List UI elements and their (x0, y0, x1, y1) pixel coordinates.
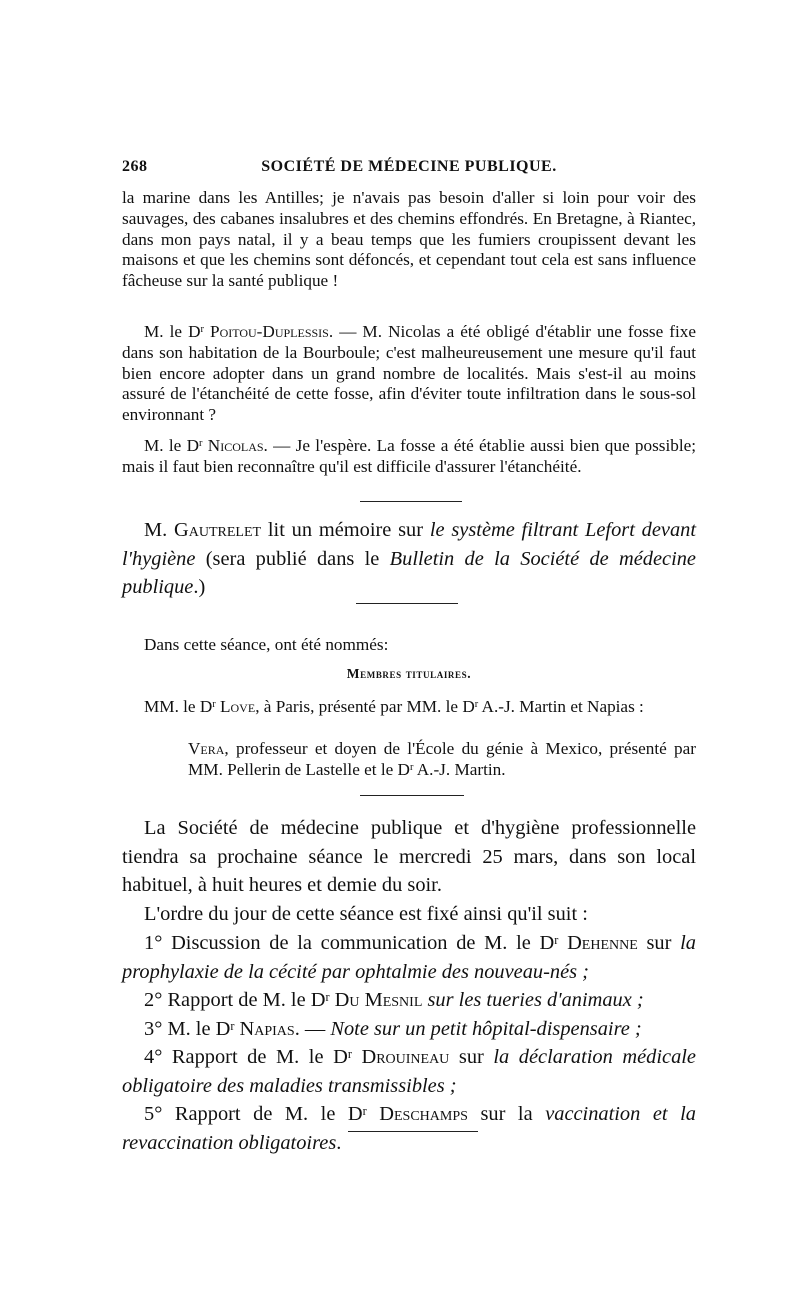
agenda-speaker: Du Mesnil (334, 989, 423, 1011)
agenda-item (122, 929, 696, 986)
agenda-text: . (336, 1131, 342, 1154)
speaker-name: Gautrelet (174, 519, 262, 541)
agenda-text: Rapport de M. le D (162, 1103, 363, 1125)
speaker-title-sup: r (199, 438, 203, 449)
agenda-text: Rapport de M. le D (162, 989, 326, 1011)
agenda-speaker: Deschamps (379, 1103, 468, 1125)
agenda-subject: la déclaration médicale obligatoire des maladies transmissibles ; (122, 1046, 696, 1097)
paragraph-text: . — Je l'espère. La fosse a été établie aussi bien que possible; mais il faut bien reconnaître qu'il est difficile d'assurer l'étanchéité. (122, 436, 696, 476)
agenda-subject: Note sur un petit hôpital-dispensaire ; (330, 1017, 642, 1040)
paragraph-text: . — M. Nicolas a été obligé d'établir une fosse fixe dans son habitation de la Bourboule; c'est malheureusement une mesure qu'il faut bien encore adopter dans un grand nombre de localités. Mais s'est-il au moins assuré de l'étanchéité de cette fosse, afin d'éviter toute infiltration dans le sous-sol environnant ? (122, 322, 697, 425)
page-number: 268 (122, 158, 148, 175)
member-entry-vera (122, 739, 696, 781)
paragraph-text: La Société de médecine publique et d'hygiène professionnelle tiendra sa prochaine séance le mercredi 25 mars, dans son local habituel, à huit heures et demie du soir. (122, 817, 696, 896)
agenda-number: 2° (144, 989, 163, 1011)
paragraph-continuation (122, 188, 696, 292)
paragraph-agenda-intro (122, 900, 696, 929)
memoir-title: le système filtrant Lefort devant l'hygiène (122, 519, 697, 570)
section-rule (360, 501, 462, 502)
agenda-number: 4° (144, 1046, 163, 1068)
speaker-prefix: M. (144, 519, 175, 541)
agenda-text: . — (294, 1017, 331, 1040)
member-title-sup: r (409, 761, 414, 773)
text-segment: .) (193, 576, 206, 598)
agenda-title-sup: r (347, 1047, 352, 1061)
member-text: , professeur et doyen de l'École du génie à Mexico, présenté par MM. Pellerin de Lastelle et le D (188, 739, 696, 779)
speaker-name: Nicolas (207, 436, 264, 455)
paragraph-poitou-duplessis (122, 322, 696, 426)
agenda-number: 3° (144, 1017, 163, 1040)
paragraph-text: L'ordre du jour de cette séance est fixé ainsi qu'il suit : (144, 903, 588, 925)
agenda-title-sup: r (325, 990, 330, 1004)
agenda-number: 1° (144, 932, 163, 954)
member-title-sup: r (474, 699, 479, 710)
agenda-item (122, 1043, 696, 1100)
agenda-number: 5° (144, 1103, 163, 1125)
paragraph-nominations (122, 635, 696, 656)
paragraph-text: la marine dans les Antilles; je n'avais pas besoin d'aller si loin pour voir des sauvages, des cabanes insalubres et des chemins effondrés. En Bretagne, à Riantec, dans mon pays natal, il y a beau temps que les fumiers croupissent devant les maisons et que les chemins sont défoncés, et cependant tout cela est sans influence fâcheuse sur la santé publique ! (122, 188, 696, 291)
speaker-prefix: M. le D (144, 322, 201, 341)
section-rule (356, 603, 458, 604)
agenda-text: M. le D (162, 1017, 231, 1040)
paragraph-text: Dans cette séance, ont été nommés: (144, 635, 389, 654)
speaker-prefix: M. le D (144, 436, 200, 455)
text-segment: (sera publié dans le (195, 547, 390, 570)
agenda-subject: la prophylaxie de la cécité par ophtalmie des nouveau-nés ; (122, 932, 696, 983)
text-segment: lit un mémoire sur (261, 519, 430, 541)
agenda-title-sup: r (362, 1104, 367, 1118)
section-rule (360, 795, 464, 796)
agenda-speaker: Napias (239, 1017, 295, 1040)
agenda-list (122, 929, 696, 1157)
member-entry-love (122, 697, 696, 718)
speaker-name: Poitou-Duplessis (210, 322, 329, 341)
agenda-speaker: Dehenne (567, 932, 638, 954)
member-text: A.-J. Martin et Napias : (478, 697, 644, 716)
member-text: , à Paris, présenté par MM. le D (255, 697, 475, 716)
member-name: Love (220, 697, 256, 716)
end-rule (348, 1131, 478, 1132)
agenda-text: sur (637, 932, 681, 954)
member-prefix: MM. le D (144, 697, 213, 716)
agenda-text: Discussion de la communication de M. le D (162, 932, 555, 954)
agenda-subject: vaccination et la revaccination obligatoires (122, 1103, 696, 1154)
agenda-item (122, 1100, 696, 1157)
agenda-title-sup: r (554, 933, 559, 947)
speaker-title-sup: r (200, 324, 204, 335)
agenda-subject: sur les tueries d'animaux ; (427, 989, 644, 1011)
agenda-text: sur (449, 1046, 494, 1068)
paragraph-nicolas (122, 436, 696, 478)
member-title-sup: r (212, 699, 216, 710)
agenda-item (122, 1015, 696, 1044)
member-text: A.-J. Martin. (413, 759, 506, 779)
agenda-speaker: Drouineau (361, 1046, 450, 1068)
agenda-item (122, 986, 696, 1015)
bulletin-title: Bulletin de la Société de médecine publique (122, 547, 696, 598)
member-name: Vera (188, 739, 225, 758)
agenda-text: Rapport de M. le D (162, 1046, 348, 1068)
subheading-members: Membres titulaires. (346, 666, 472, 681)
paragraph-next-session (122, 814, 696, 900)
running-title: SOCIÉTÉ DE MÉDECINE PUBLIQUE. (261, 158, 557, 175)
agenda-title-sup: r (230, 1018, 235, 1033)
paragraph-gautrelet (122, 516, 696, 602)
agenda-text: sur la (467, 1103, 546, 1125)
